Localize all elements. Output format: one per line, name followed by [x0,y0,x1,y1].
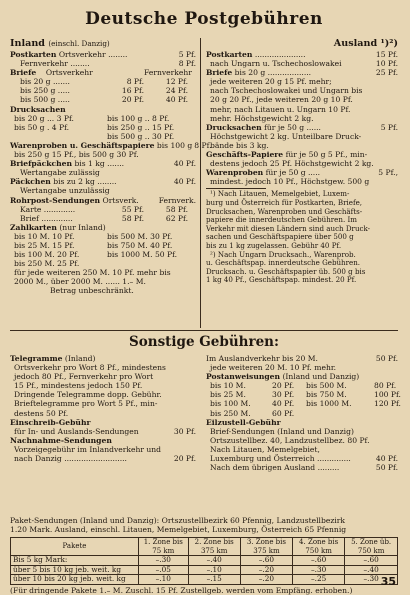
eil-text: Nach dem übrigen Ausland [210,463,316,473]
paeckchen-row: Päckchen bis zu 2 kg ........ 40 Pf. [10,177,196,187]
column-divider [200,38,201,328]
ausland-geschaeft-row [206,150,398,159]
paket-header-cell: 4. Zone bis 750 km [293,538,345,556]
briefpaeckchen-value: 40 Pf. [173,159,196,169]
briefe-row: bis 500 g ..... 20 Pf. 40 Pf. [20,95,188,105]
postanw-cell: bis 25 M. [210,390,246,400]
ausland-drucksachen-line: Höchstgewicht 2 kg. Unteilbare Druck- [210,131,362,141]
paket-cell: –.40 [188,556,240,566]
postkarten-orts-row: Postkarten Ortsverkehr ........ 5 Pf. [10,50,196,59]
footnote-line: sachen und Geschäftspapiere über 500 g [206,232,354,242]
ausland-briefe-row: Briefe bis 20 g .................. 25 Pf. [206,68,398,78]
ausland-drucksachen-line: bände bis 3 kg. [210,140,269,150]
postanw-cell: bis 250 M. [210,408,251,418]
paket-cell: –.10 [139,575,189,585]
briefe-fern-value: 12 Pf. [165,77,188,87]
paeckchen-text: bis zu 2 kg [53,177,95,187]
briefe-weight: bis 500 g [20,95,56,105]
paket-header-cell: 1. Zone bis 75 km [139,538,189,556]
drucksachen-row [10,123,196,132]
zahlkarten-note: für jede weiteren 250 M. 10 Pf. mehr bis [14,268,171,278]
ausland-drucksachen-value: 5 Pf. [380,122,398,132]
nachnahme-text: Vorzeigegebühr im Inlandverkehr und [14,444,162,454]
warenproben-row [10,140,212,150]
footnote-line: Drucksachen, Warenproben und Geschäfts- [206,206,363,216]
nachnahme-row: nach Danzig .......................... 20 Pf. [14,454,196,464]
warenproben-value: 8 Pf. [194,140,212,150]
postanw-row [206,409,398,418]
postanw-cell: 20 Pf. [272,381,295,391]
paeckchen-note: Wertangabe unzulässig [20,186,110,196]
drucksachen-cell: bis 20 g ... 3 Pf. [14,113,74,123]
postanw-row [206,381,398,390]
paket-table-row [11,575,398,585]
briefe-fern-value: 40 Pf. [165,95,188,105]
briefe-header [10,68,196,77]
ausland-briefe-value: 25 Pf. [375,68,398,78]
briefe-row: bis 20 g ....... 8 Pf. 12 Pf. [20,77,188,87]
postanw-cell: 120 Pf. [374,399,401,409]
paket-cell: –.30 [293,565,345,575]
eil-row: Luxemburg und Österreich .............. 40 Pf. [210,454,398,464]
inland-column [10,38,212,296]
paket-table-header [11,538,398,556]
paket-row-label: über 5 bis 10 kg jeb. weit. kg [11,565,139,575]
drucksachen-label [10,105,196,114]
eil-value: 50 Pf. [375,463,398,473]
einschreib-text: für In- und Auslands-Sendungen [14,426,139,436]
footnote-line: Verkehr mit diesen Ländern sind auch Druck- [206,223,371,233]
telegramme-line: jedoch 80 Pf., Fernverkehr pro Wort [14,372,154,382]
paket-cell: –.05 [139,565,189,575]
zahlkarten-heading [10,223,196,232]
briefe-fern-value: 24 Pf. [165,86,188,96]
rohrpost-fern-value: 58 Pf. [165,204,188,214]
ausland-postanw-row [206,354,398,363]
ausland-postanw-line: jede weiteren 20 M. 10 Pf. mehr. [210,363,337,373]
paket-cell: –.60 [240,556,292,566]
postkarten-fern-value: 8 Pf. [178,59,196,69]
zahlkarten-note: 2000 M., über 2000 M. ...... 1.– M. [14,277,146,287]
paket-cell: –.30 [345,575,398,585]
postanw-row [206,399,401,409]
postanw-cell [306,409,370,418]
paket-header-cell: 3. Zone bis 375 km [240,538,292,556]
inland-subtitle: (einschl. Danzig) [48,39,110,48]
page [10,8,401,595]
paket-cell: –.30 [139,556,189,566]
drucksachen-cell: bis 250 g .. 15 Pf. [107,122,175,132]
drucksachen-title: Drucksachen [10,104,66,114]
postanw-cell: 40 Pf. [272,399,295,409]
telegramme-label: Telegramme [10,354,63,363]
postkarten-label: Postkarten [10,50,57,59]
briefe-orts-value: 16 Pf. [121,86,144,96]
ausland-warenproben-value: 5 Pf., [378,168,398,178]
rohrpost-orts-value: 58 Pf. [121,213,144,223]
ausland-postkarten-value: 15 Pf. [375,50,398,59]
paket-header-cell: Pakete [11,538,139,556]
einschreib-label: Einschreib-Gebühr [10,417,91,427]
nachnahme-heading [10,436,196,445]
sonstige-title: Sonstige Gebühren: [129,334,279,350]
paket-cell: –.60 [345,556,398,566]
rohrpost-item-name: Brief [20,213,39,223]
ausland-warenproben-text: für je 50 g [265,168,306,178]
telegramme-line: Brieftelegramme pro Wort 5 Pf., min- [14,399,158,409]
briefe-weight: bis 20 g [20,77,51,87]
ausland-postkarten-value2: 10 Pf. [375,59,398,69]
zahlkarten-cell: bis 1000 M. 50 Pf. [107,250,178,260]
paket-footnote: (Für dringende Pakete 1.– M. Zuschl. 15 Pf. Zustellgeb. werden vom Empfäng. erhoben.) [10,585,353,595]
drucksachen-cell [14,132,103,141]
paket-header-cell: 2. Zone bis 375 km [188,538,240,556]
eil-label: Eilzustell-Gebühr [206,417,281,427]
rohrpost-item: Brief ............. 58 Pf. 62 Pf. [20,213,188,223]
warenproben-line2: bis 250 g 15 Pf., bis 500 g 30 Pf. [14,150,139,160]
rohrpost-row [10,196,196,205]
briefe-orts-value: 20 Pf. [121,95,144,105]
postanw-cell: 100 Pf. [374,390,401,400]
paket-header-cell: 5. Zone üb. 750 km [345,538,398,556]
zahlkarten-cell: bis 10 M. 10 Pf. [14,231,75,241]
footnote-line: bis zu 1 kg zugelassen. Gebühr 40 Pf. [206,240,342,250]
telegramme-heading [10,354,196,363]
inland-title: Inland [10,38,46,49]
ausland-warenproben-label: Warenproben [206,168,264,178]
nachnahme-text2: nach Danzig [14,454,62,464]
postkarten-fern-label: Fernverkehr [20,59,68,69]
ausland-drucksachen-row: Drucksachen für je 50 g ...... 5 Pf. [206,122,398,132]
ausland-warenproben-row: Warenproben für je 50 g ..... 5 Pf., [206,168,398,178]
paket-cell: –.15 [188,575,240,585]
ausland-postkarten-label: Postkarten [206,50,253,59]
zahlkarten-row [10,250,196,259]
einschreib-value: 30 Pf. [173,426,196,436]
zahlkarten-note: Betrag unbeschränkt. [50,286,134,296]
zahlkarten-sub: (nur Inland) [59,222,106,232]
rohrpost-orts-value: 55 Pf. [121,204,144,214]
drucksachen-row [10,114,196,123]
postanw-row [206,390,401,400]
postanw-cell: 60 Pf. [272,408,295,418]
postanw-cell: 30 Pf. [272,390,295,400]
telegramme-line: Ortsverkehr pro Wort 8 Pf., mindestens [14,363,166,373]
briefe-label: Briefe [10,68,37,78]
briefe-orts-head: Ortsverkehr [45,68,93,78]
postanw-cell: 80 Pf. [374,381,397,391]
postanw-label: Postanweisungen [206,372,281,382]
postanw-cell: bis 10 M. [210,381,246,391]
ausland-drucksachen-text: für je 50 g [264,122,305,132]
zahlkarten-row [10,241,196,250]
ausland-postanw-text: Im Auslandverkehr bis 20 M. [206,354,318,363]
paket-cell: –.40 [345,565,398,575]
warenproben-text: bis 100 g [156,140,193,150]
ausland-briefe-line: mehr, nach Litauen u. Ungarn 10 Pf. [210,104,351,114]
sonstige-left [10,354,196,463]
page-title: Deutsche Postgebühren [85,9,323,29]
ausland-briefe-line: jede weiteren 20 g 15 Pf. mehr; [210,77,332,87]
telegramme-line: destens 50 Pf. [14,408,69,418]
zahlkarten-cell: bis 250 M. 25 Pf. [14,259,80,269]
paket-row-label: über 10 bis 20 kg jeb. weit. kg [11,575,139,585]
drucksachen-cell: bis 50 g . 4 Pf. [14,122,70,132]
rohrpost-fern-head: Fernverk. [158,195,196,205]
briefe-weight: bis 250 g [20,86,56,96]
briefe-fern-head: Fernverkehr [144,68,192,78]
postanw-cell [374,409,410,418]
inland-heading [10,38,196,50]
ausland-briefe-line: 20 g 20 Pf., jede weiteren 20 g 10 Pf. [210,95,353,105]
rohrpost-fern-value: 62 Pf. [165,213,188,223]
ausland-heading: Ausland ¹)²) [333,38,398,49]
rohrpost-orts-head: Ortsverk. [102,195,139,205]
ausland-briefe-line: nach Tschechoslowakei und Ungarn bis [210,86,363,96]
drucksachen-row [10,132,196,141]
footnote-line: ²) Nach Ungarn Drucksach., Warenprob. [210,249,356,259]
briefpaeckchen-note: Wertangabe zulässig [20,168,100,178]
briefpaeckchen-label: Briefpäckchen [10,159,73,169]
footnote-line: ¹) Nach Litauen, Memelgebiet, Luxem- [210,189,350,199]
zahlkarten-row [10,232,196,241]
ausland-geschaeft-line: destens jedoch 25 Pf. Höchstgewicht 2 kg. [210,159,374,169]
eil-heading [206,418,398,427]
ausland-warenproben-line: mindest. jedoch 10 Pf., Höchstgew. 500 g [210,177,370,187]
paket-cell: –.10 [188,565,240,575]
footnote-line: 1 kg 40 Pf., Geschäftspap. mindest. 20 Pf. [206,275,357,285]
eil-line: Ortszustellbez. 40, Landzustellbez. 80 Pf. [210,435,370,445]
briefe-orts-value: 8 Pf. [126,77,144,87]
postanw-heading [206,372,398,381]
paket-table-wrap [10,537,398,595]
paeckchen-label: Päckchen [10,177,51,187]
eil-subheading [206,427,398,436]
postanw-cell: bis 1000 M. [306,399,352,409]
ausland-column [206,38,398,285]
zahlkarten-cell: bis 100 M. 20 Pf. [14,250,80,260]
postkarten-fern-row: Fernverkehr ........ 8 Pf. [20,59,196,69]
postanw-cell: bis 100 M. [210,399,251,409]
einschreib-heading [10,418,196,427]
footnote-line: burg und Österreich für Postkarten, Briefe, [206,198,363,207]
paket-table-row [11,556,398,566]
eil-sub: Brief-Sendungen [210,426,275,436]
postanw-cell: bis 500 M. [306,381,347,391]
zahlkarten-cell: bis 500 M. 30 Pf. [107,231,173,241]
einschreib-row [10,427,196,436]
telegramme-line: Dringende Telegramme dopp. Gebühr. [14,390,162,400]
zahlkarten-label: Zahlkarten [10,222,57,232]
rohrpost-label: Rohrpost-Sendungen [10,195,101,205]
zahlkarten-cell: bis 25 M. 15 Pf. [14,240,75,250]
nachnahme-value: 20 Pf. [173,454,196,464]
ausland-postkarten-row2 [206,59,398,68]
ausland-geschaeft-label: Geschäfts-Papiere [206,150,284,160]
paket-row-label: Bis 5 kg Mark: [11,556,139,566]
rohrpost-item: Karte ............. 55 Pf. 58 Pf. [20,204,188,214]
ausland-briefe-line: mehr. Höchstgewicht 2 kg. [210,113,314,123]
briefe-row: bis 250 g ..... 16 Pf. 24 Pf. [20,86,188,96]
ausland-postkarten-row: Postkarten ..................... 15 Pf. [206,50,398,59]
eil-value: 40 Pf. [375,454,398,464]
paket-cell: –.20 [240,565,292,575]
zahlkarten-row [10,259,196,268]
drucksachen-cell: bis 500 g .. 30 Pf. [107,131,175,141]
paket-table [10,537,398,585]
postkarten-orts-label: Ortsverkehr [58,50,106,59]
ausland-briefe-label: Briefe [206,68,233,78]
postkarten-orts-value: 5 Pf. [178,50,196,59]
paket-cell: –.25 [293,575,345,585]
paket-cell: –.20 [240,575,292,585]
ausland-postkarten-text: nach Ungarn u. Tschechoslowakei [210,59,342,69]
paket-note [10,516,398,534]
paeckchen-value: 40 Pf. [173,177,196,187]
page-number: 35 [380,575,396,588]
rohrpost-item-name: Karte [20,204,42,214]
section-divider [10,330,398,331]
footnote-line: papiere die innerdeutschen Gebühren. Im [206,215,357,225]
footnote-line: u. Geschäftspap. innerdeutsche Gebühren. [206,258,361,268]
ausland-briefe-text: bis 20 g [234,68,266,78]
paket-line: 1.20 Mark. Ausland, einschl. Litauen, Memelgebiet, Luxemburg, Österreich 65 Pfennig [10,525,347,535]
eil-row: Nach dem übrigen Ausland ......... 50 Pf. [210,463,398,473]
eil-line: Nach Litauen, Memelgebiet, [210,444,320,454]
warenproben-label: Warenproben u. Geschäftspapiere [10,140,155,150]
ausland-postanw-value: 50 Pf. [375,354,398,363]
zahlkarten-cell: bis 750 M. 40 Pf. [107,240,173,250]
nachnahme-label: Nachnahme-Sendungen [10,435,112,445]
drucksachen-cell: bis 100 g .. 8 Pf. [107,113,170,123]
postanw-cell: bis 750 M. [306,390,347,400]
postanw-sub: (Inland und Danzig) [282,372,360,382]
briefpaeckchen-row: Briefpäckchen bis 1 kg ....... 40 Pf. [10,159,196,169]
eil-sub2: (Inland und Danzig) [277,426,354,436]
zahlkarten-cell [107,259,196,268]
ausland-geschaeft-text: für je 50 g 5 Pf., min- [285,150,368,160]
paket-cell: –.60 [293,556,345,566]
paket-line: Paket-Sendungen (Inland und Danzig): Ortszustellbezirk 60 Pfennig, Landzustellbezirk [10,516,346,525]
sonstige-right [206,354,401,473]
ausland-footnotes [206,190,398,285]
ausland-drucksachen-label: Drucksachen [206,122,262,132]
telegramme-sub: (Inland) [64,354,96,363]
briefpaeckchen-text: bis 1 kg [74,159,105,169]
eil-text: Luxemburg und Österreich [210,454,315,464]
ausland-title: Ausland [333,38,378,49]
footnote-line: Drucksach. u. Geschäftspapier üb. 500 g bis [206,266,366,276]
telegramme-line: 15 Pf., mindestens jedoch 150 Pf. [14,381,143,391]
